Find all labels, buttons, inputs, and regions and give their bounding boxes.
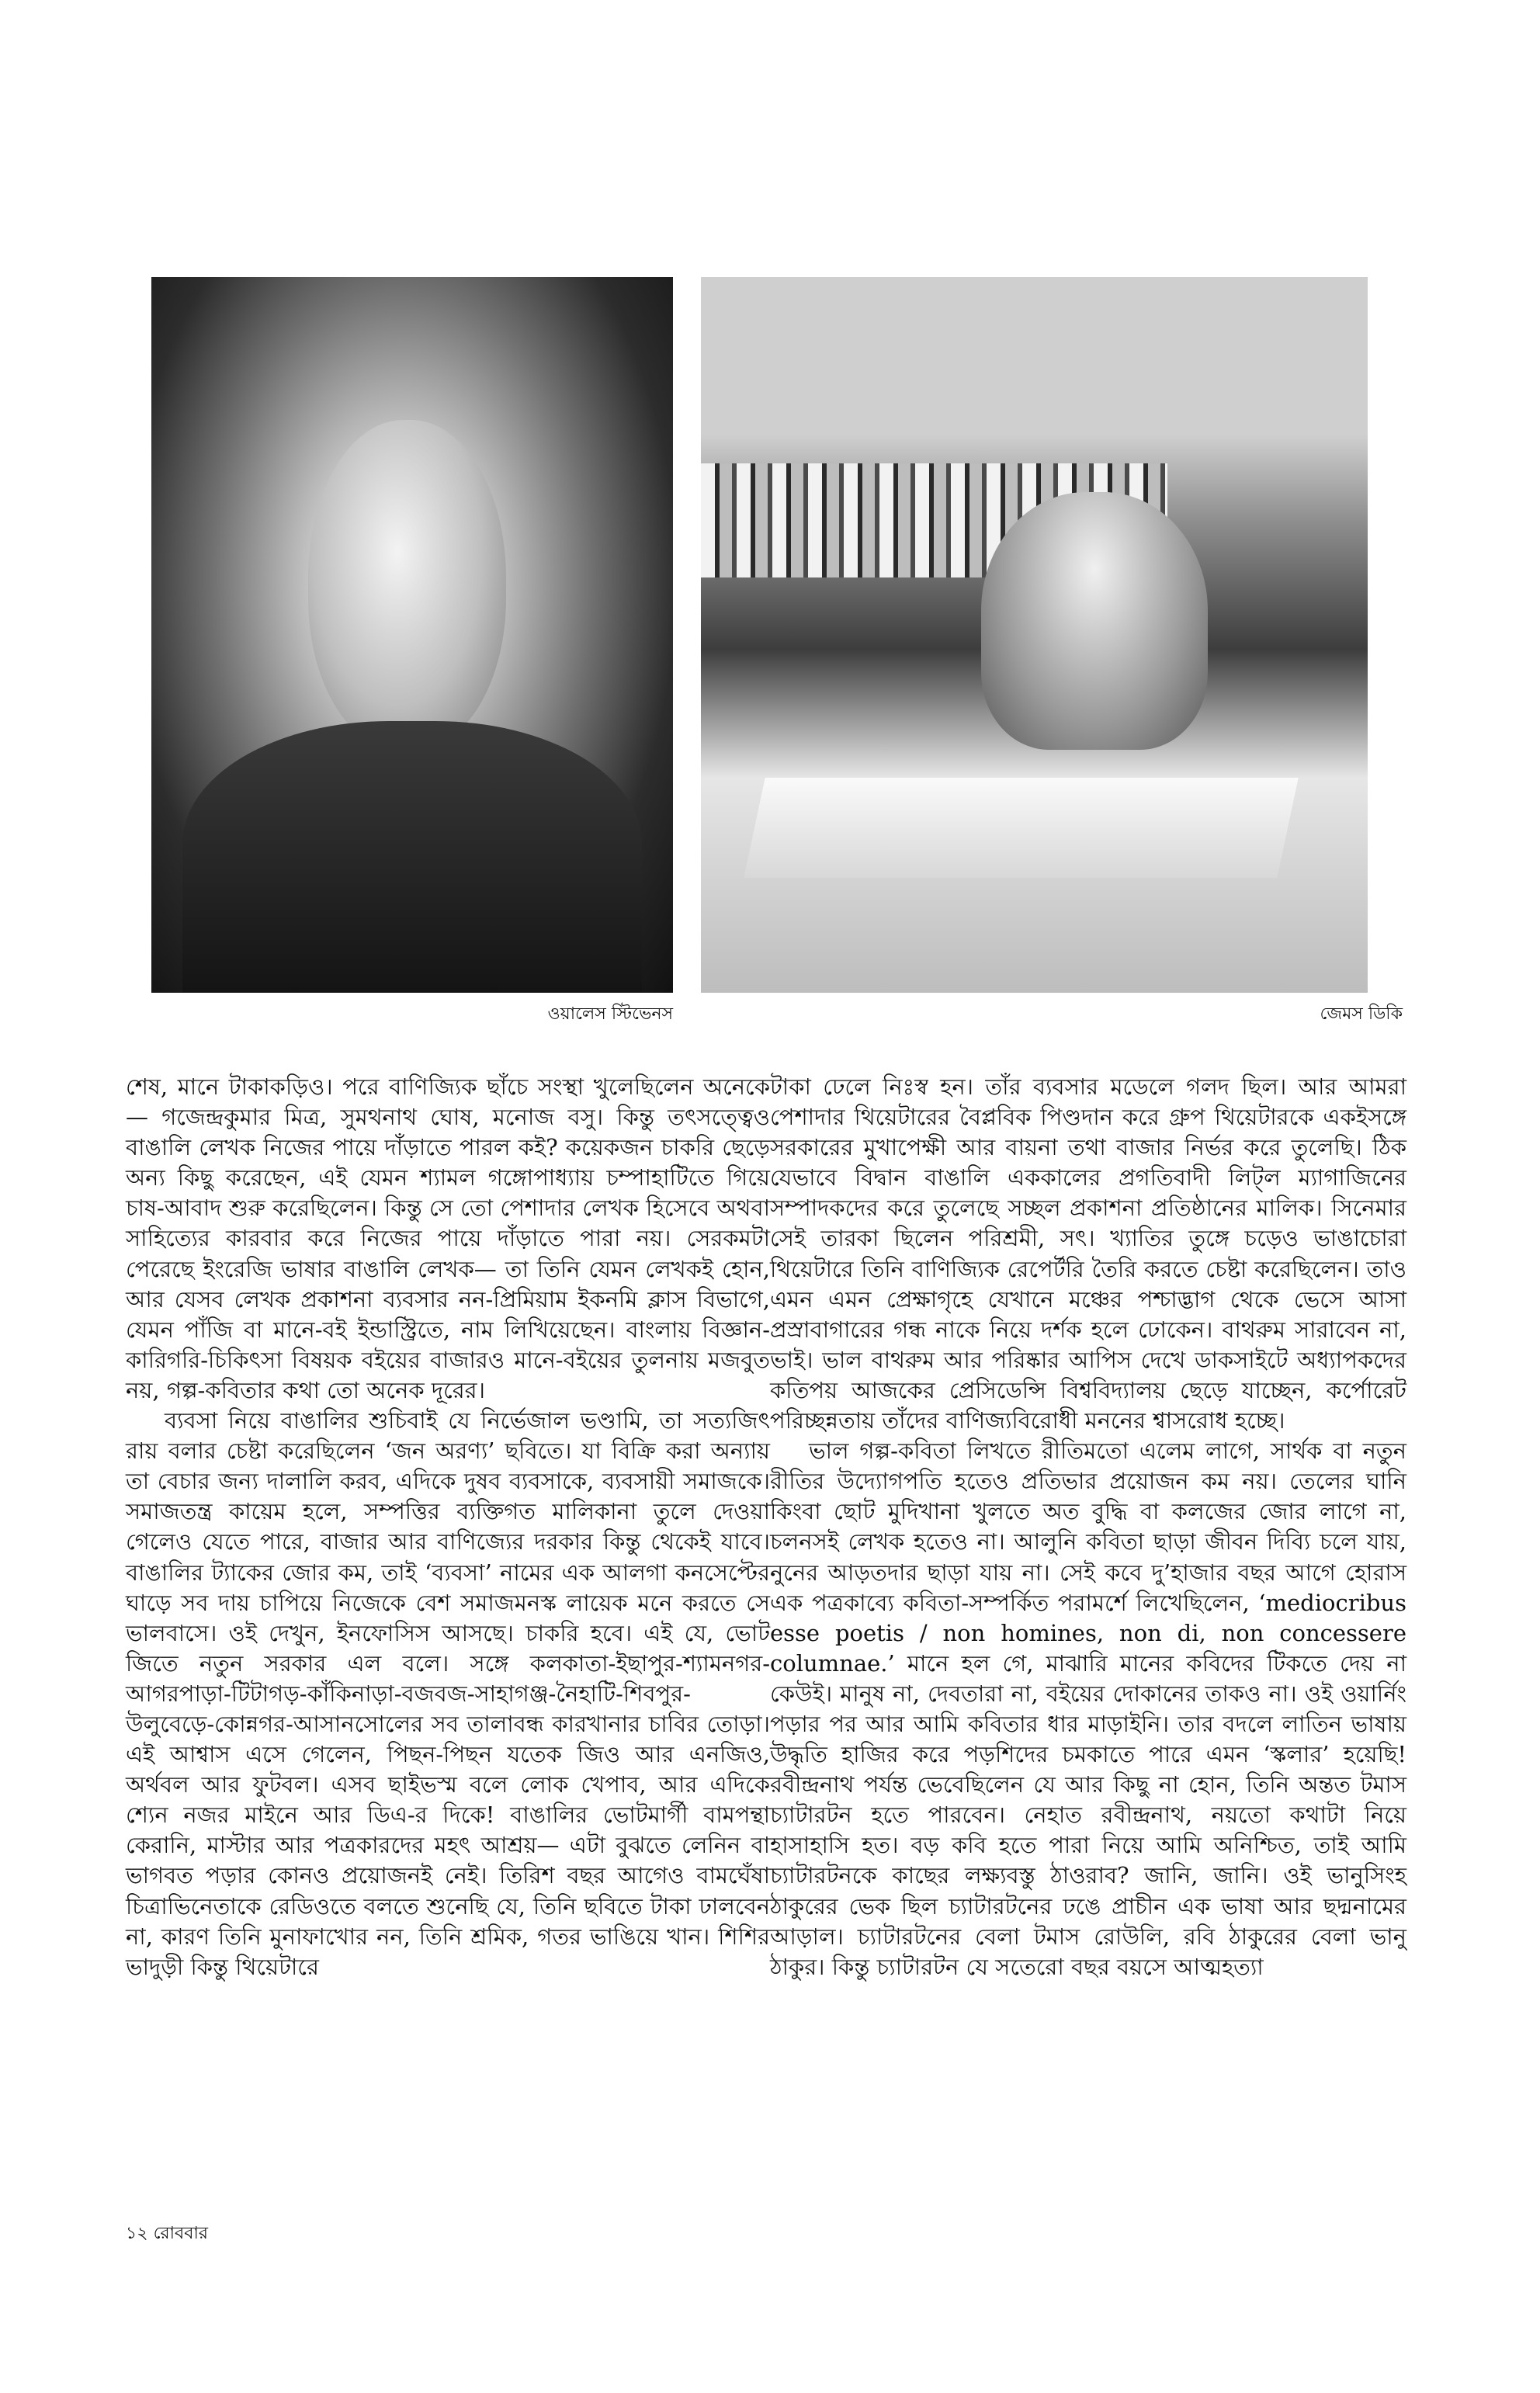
photo-caption-left: ওয়ালেস স্টিভেনস (547, 1004, 673, 1024)
paragraph: ব্যবসা নিয়ে বাঙালির শুচিবাই যে নির্ভেজাল ভণ্ডামি, তা সত্যজিৎ রায় বলার চেষ্টা করেছিলেন ‘জন অরণ্য’ ছবিতে। যা বিক্রি করা অন্যায় তা বেচার জন্য দালালি করব, এদিকে দুষব ব্যবসাকে, ব্যবসায়ী সমাজকে। সমাজতন্ত্র কায়েম হলে, সম্পত্তির ব্যক্তিগত মালিকানা তুলে দেওয়া গেলেও যেতে পারে, বাজার আর বাণিজ্যের দরকার কিন্তু থেকেই যাবে। বাঙালির ট্যাকের জোর কম, তাই ‘ব্যবসা’ নামের এক আলগা কনসেপ্টের ঘাড়ে সব দায় চাপিয়ে নিজেকে বেশ সমাজমনস্ক লায়েক মনে করতে সে ভালবাসে। ওই দেখুন, ইনফোসিস আসছে। চাকরি হবে। এই যে, ভোট জিতে নতুন সরকার এল বলে। সঙ্গে কলকাতা-ইছাপুর-শ্যামনগর-আগরপাড়া-টিটাগড়-কাঁকিনাড়া-বজবজ-সাহাগঞ্জ-নৈহাটি-শিবপুর-উলুবেড়ে-কোন্নগর-আসানসোলের সব তালাবন্ধ কারখানার চাবির তোড়া। এই আশ্বাস এসে গেলেন, পিছন-পিছন যতেক জিও আর এনজিও, অর্থবল আর ফুটবল। এসব ছাইভস্ম বলে লোক খেপাব, আর এদিকে শ্যেন নজর মাইনে আর ডিএ-র দিকে! বাঙালির ভোটমার্গী বামপন্থা কেরানি, মাস্টার আর পত্রকারদের মহৎ আশ্রয়— এটা বুঝতে লেনিন বা ভাগবত পড়ার কোনও প্রয়োজনই নেই। তিরিশ বছর আগেও বামঘেঁষা চিত্রাভিনেতাকে রেডিওতে বলতে শুনেছি যে, তিনি ছবিতে টাকা ঢালবেন না, কারণ তিনি মুনাফাখোর নন, তিনি শ্রমিক, গতর ভাঙিয়ে খান। শিশির ভাদুড়ী কিন্তু থিয়েটারে (126, 1407, 770, 1980)
writer-figure (981, 492, 1208, 750)
photo-wallace-stevens (151, 277, 673, 993)
portrait-face (308, 420, 506, 749)
article-column-right (770, 1072, 1406, 1982)
page-footer: ১২ রোববার (126, 2224, 208, 2243)
paragraph: ভাল গল্প-কবিতা লিখতে রীতিমতো এলেম লাগে, সার্থক বা নতুন রীতির উদ্যোগপতি হতেও প্রতিভার প্রয়োজন কম নয়। তেলের ঘানি কিংবা ছোট মুদিখানা খুলতে অত বুদ্ধি বা কলজের জোর লাগে না, চলনসই লেখক হতেও না। আলুনি কবিতা ছাড়া জীবন দিব্যি চলে যায়, নুনের আড়তদার ছাড়া যায় না। সেই কবে দু’হাজার বছর আগে হোরাস এক পত্রকাব্যে কবিতা-সম্পর্কিত পরামর্শে লিখেছিলেন, ‘mediocribus esse poetis / non homines, non di, non concessere columnae.’ মানে হল গে, মাঝারি মানের কবিদের টিকতে দেয় না কেউই। মানুষ না, দেবতারা না, বইয়ের দোকানের তাকও না। ওই ওয়ার্নিং পড়ার পর আর আমি কবিতার ধার মাড়াইনি। তার বদলে লাতিন ভাষায় উদ্ধৃতি হাজির করে পড়শিদের চমকাতে পারে এমন ‘স্কলার’ হয়েছি! রবীন্দ্রনাথ পর্যন্ত ভেবেছিলেন যে আর কিছু না হোন, তিনি অন্তত টমাস চ্যাটারটন হতে পারবেন। নেহাত রবীন্দ্রনাথ, নয়তো কথাটা নিয়ে হাসাহাসি হত। বড় কবি হতে পারা নিয়ে আমি অনিশ্চিত, তাই আমি চ্যাটারটনকে কাছের লক্ষ্যবস্তু ঠাওরাব? জানি, জানি। ওই ভানুসিংহ ঠাকুরের ভেক ছিল চ্যাটারটনের ঢঙে প্রাচীন এক ভাষা আর ছদ্মনামের আড়াল। চ্যাটারটনের বেলা টমাস রোউলি, রবি ঠাকুরের বেলা ভানু ঠাকুর। কিন্তু চ্যাটারটন যে সতেরো বছর বয়সে আত্মহত্যা (770, 1438, 1406, 1980)
paragraph: শেষ, মানে টাকাকড়িও। পরে বাণিজ্যিক ছাঁচে সংস্থা খুলেছিলেন অনেকে— গজেন্দ্রকুমার মিত্র, সুমথনাথ ঘোষ, মনোজ বসু। কিন্তু তৎসত্ত্বেও বাঙালি লেখক নিজের পায়ে দাঁড়াতে পারল কই? কয়েকজন চাকরি ছেড়ে অন্য কিছু করেছেন, এই যেমন শ্যামল গঙ্গোপাধ্যায় চম্পাহাটিতে গিয়ে চাষ-আবাদ শুরু করেছিলেন। কিন্তু সে তো পেশাদার লেখক হিসেবে অথবা সাহিত্যের কারবার করে নিজের পায়ে দাঁড়াতে পারা নয়। সেরকমটা পেরেছে ইংরেজি ভাষার বাঙালি লেখক— তা তিনি যেমন লেখকই হোন, আর যেসব লেখক প্রকাশনা ব্যবসার নন-প্রিমিয়াম ইকনমি ক্লাস বিভাগে, যেমন পাঁজি বা মানে-বই ইন্ডাস্ট্রিতে, নাম লিখিয়েছেন। বাংলায় বিজ্ঞান-কারিগরি-চিকিৎসা বিষয়ক বইয়ের বাজারও মানে-বইয়ের তুলনায় মজবুত নয়, গল্প-কবিতার কথা তো অনেক দূরের। (126, 1073, 770, 1403)
photo-caption-right: জেমস ডিকি (1320, 1004, 1403, 1024)
article-column-left (126, 1072, 770, 1982)
writing-desk-paper (744, 778, 1299, 878)
portrait-suit (182, 721, 641, 993)
photo-james-dickey (701, 277, 1368, 993)
paragraph: টাকা ঢেলে নিঃস্ব হন। তাঁর ব্যবসার মডেলে গলদ ছিল। আর আমরা পেশাদার থিয়েটারের বৈপ্লবিক পিণ্ডদান করে গ্রুপ থিয়েটারকে একইসঙ্গে সরকারের মুখাপেক্ষী আর বায়না তথা বাজার নির্ভর করে তুলেছি। ঠিক যেভাবে বিদ্বান বাঙালি এককালের প্রগতিবাদী লিট্‌ল ম্যাগাজিনের সম্পাদকদের করে তুলেছে সচ্ছল প্রকাশনা প্রতিষ্ঠানের মালিক। সিনেমার সেই তারকা ছিলেন পরিশ্রমী, সৎ। খ্যাতির তুঙ্গে চড়েও ভাঙাচোরা থিয়েটারে তিনি বাণিজ্যিক রেপের্টরি তৈরি করতে চেষ্টা করেছিলেন। তাও এমন এমন প্রেক্ষাগৃহে যেখানে মঞ্চের পশ্চাদ্ভাগ থেকে ভেসে আসা প্রস্রাবাগারের গন্ধ নাকে নিয়ে দর্শক হলে ঢোকেন। বাথরুম সারাবেন না, ভাই। ভাল বাথরুম আর পরিষ্কার আপিস দেখে ডাকসাইটে অধ্যাপকদের কতিপয় আজকের প্রেসিডেন্সি বিশ্ববিদ্যালয় ছেড়ে যাচ্ছেন, কর্পোরেট পরিচ্ছন্নতায় তাঁদের বাণিজ্যবিরোধী মননের শ্বাসরোধ হচ্ছে। (770, 1073, 1406, 1434)
